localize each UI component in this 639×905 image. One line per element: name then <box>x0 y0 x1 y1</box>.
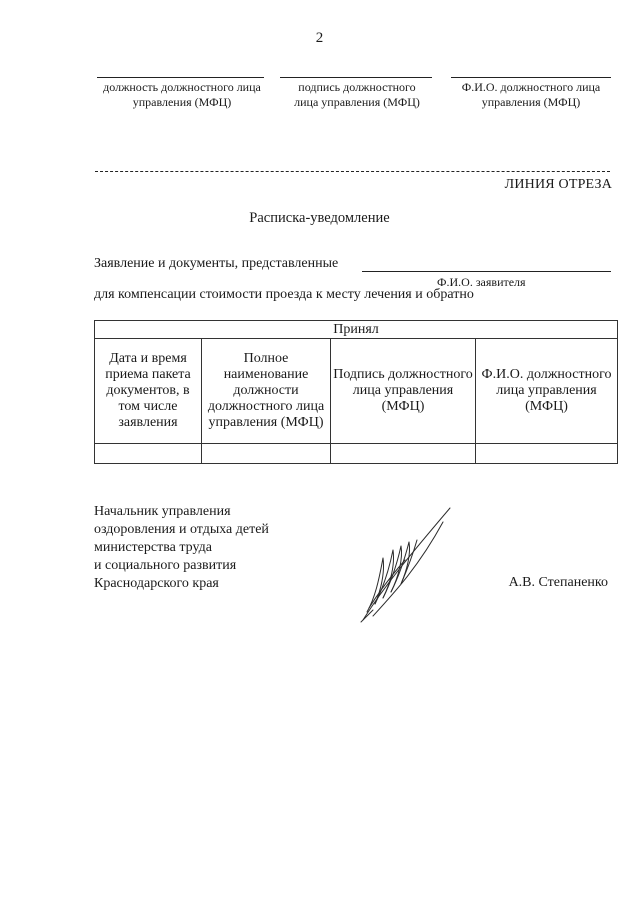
column-header-full-name: Ф.И.О. должностного лица управления (МФЦ) <box>476 339 618 444</box>
signature-field-caption <box>446 80 616 110</box>
table-cell <box>331 444 476 464</box>
signatory-title <box>94 503 269 593</box>
applicant-name-caption: Ф.И.О. заявителя <box>437 275 526 289</box>
caption-line: управления (МФЦ) <box>132 95 232 109</box>
caption-line: лица управления (МФЦ) <box>294 95 420 109</box>
caption-line: должность должностного лица <box>103 80 261 94</box>
signatory-title-line: Начальник управления <box>94 504 231 519</box>
signature-field-line <box>97 77 264 78</box>
table-cell <box>476 444 618 464</box>
cut-line-label: ЛИНИЯ ОТРЕЗА <box>504 177 612 192</box>
signature-field-line <box>451 77 611 78</box>
cut-line <box>95 171 610 172</box>
signatory-title-line: оздоровления и отдыха детей <box>94 522 269 537</box>
signatory-title-line: Краснодарского края <box>94 576 219 591</box>
page-number: 2 <box>315 30 324 46</box>
table-cell <box>95 444 202 464</box>
table-header-accepted: Принял <box>95 321 618 339</box>
table-row <box>95 444 618 464</box>
table-cell <box>202 444 331 464</box>
signature-field-line <box>280 77 432 78</box>
signer-name: А.В. Степаненко <box>508 575 608 590</box>
signature-field-caption <box>92 80 272 110</box>
statement-text: Заявление и документы, представленные <box>94 256 339 271</box>
signatory-title-line: и социального развития <box>94 558 237 573</box>
applicant-name-field <box>362 271 611 272</box>
receipt-title: Расписка-уведомление <box>249 210 390 226</box>
column-header-signature: Подпись должностного лица управления (МФЦ) <box>331 339 476 444</box>
handwritten-signature <box>355 500 465 625</box>
column-header-position: Полное наименование должности должностного лица управления (МФЦ) <box>202 339 331 444</box>
caption-line: управления (МФЦ) <box>481 95 581 109</box>
caption-line: Ф.И.О. должностного лица <box>461 80 601 94</box>
caption-line: подпись должностного <box>298 80 416 94</box>
receipt-table <box>94 320 618 464</box>
signature-field-caption <box>278 80 436 110</box>
signatory-title-line: министерства труда <box>94 540 212 555</box>
column-header-received-date: Дата и время приема пакета документов, в том числе заявления <box>95 339 202 444</box>
statement-purpose: для компенсации стоимости проезда к месту лечения и обратно <box>94 287 474 302</box>
